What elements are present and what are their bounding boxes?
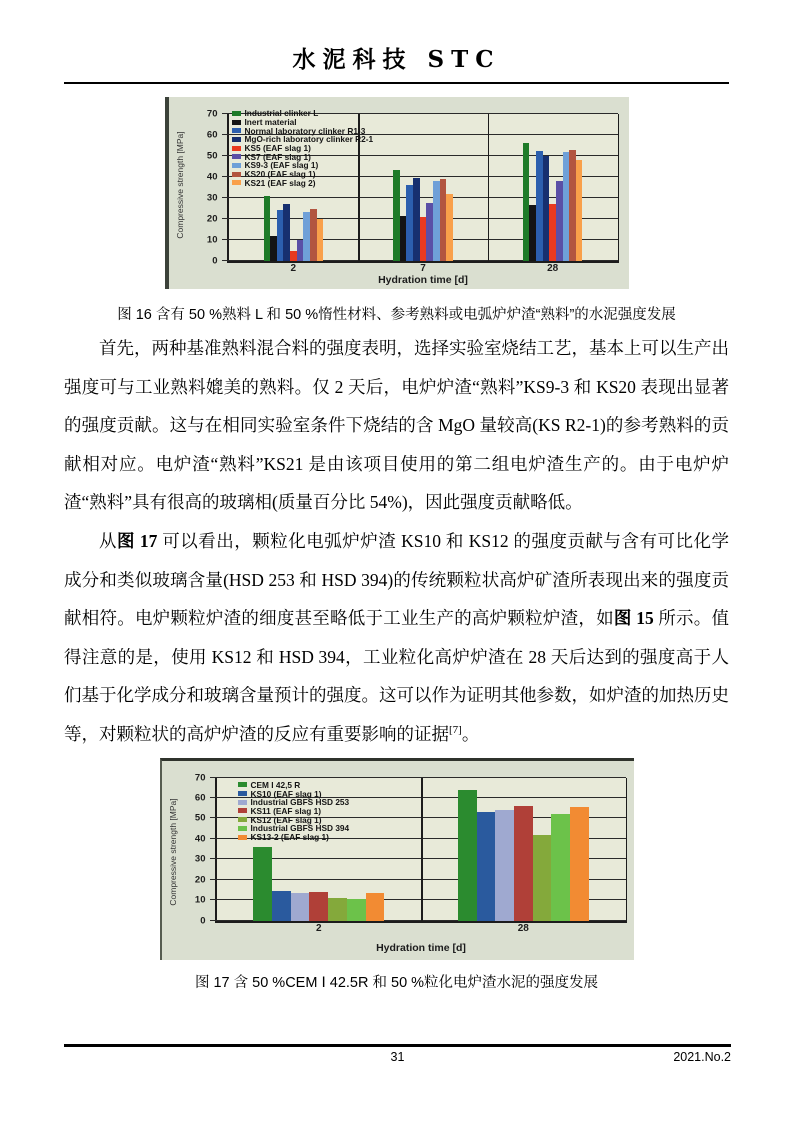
- body-text: [64, 329, 729, 754]
- y-tick-mark: [210, 838, 217, 839]
- y-tick-mark: [222, 260, 229, 261]
- footer-divider: [64, 1044, 731, 1047]
- legend-swatch: [232, 128, 241, 133]
- legend-swatch: [238, 800, 247, 805]
- legend-label: KS11 (EAF slag 1): [250, 805, 322, 816]
- y-tick-label: 10: [194, 894, 206, 906]
- bar: [366, 893, 385, 921]
- legend-label: Normal laboratory clinker R1-3: [244, 125, 366, 136]
- bar: [563, 152, 570, 261]
- x-tick-label: 2: [290, 263, 297, 274]
- legend-swatch: [238, 782, 247, 787]
- y-tick-label: 50: [194, 812, 206, 824]
- page-number: 31: [390, 1049, 405, 1064]
- text-run: 从: [99, 530, 117, 551]
- y-tick-mark: [222, 134, 229, 135]
- bar: [328, 898, 347, 920]
- y-tick-label: 30: [194, 853, 206, 865]
- bar: [303, 212, 310, 261]
- legend-item: [232, 179, 374, 188]
- bar: [576, 160, 583, 261]
- chart-legend: [232, 109, 374, 187]
- bar: [477, 812, 496, 920]
- y-tick-mark: [222, 113, 229, 114]
- legend-label: Inert material: [244, 117, 297, 128]
- legend-swatch: [232, 163, 241, 168]
- figure16-caption: 图 16 含有 50 %熟料 L 和 50 %惰性材料、参考熟料或电弧炉炉渣“熟料”的水泥强度发展: [117, 307, 676, 323]
- legend-label: KS13-2 (EAF slag 1): [250, 832, 329, 842]
- bar: [272, 891, 291, 921]
- legend-swatch: [232, 154, 241, 159]
- legend-label: MgO-rich laboratory clinker R2-1: [244, 134, 374, 145]
- bar: [569, 150, 576, 261]
- legend-swatch: [232, 137, 241, 142]
- bar: [551, 814, 570, 920]
- bar-group: [421, 778, 626, 921]
- y-tick-mark: [210, 879, 217, 880]
- y-tick-label: 50: [206, 150, 218, 162]
- bar: [440, 179, 447, 261]
- figure16-chart-image: [165, 97, 629, 289]
- bar: [309, 892, 328, 921]
- bar: [420, 217, 427, 261]
- bar: [433, 181, 440, 261]
- legend-label: KS10 (EAF slag 1): [250, 788, 322, 799]
- bar: [310, 209, 317, 262]
- bar: [283, 204, 290, 261]
- text-run: 所示。值得注意的是，使用 KS12 和 HSD 394，工业粒化高炉炉渣在 28 天后达到的强度高于人们基于化学成分和玻璃含量预计的强度。这可以作为证明其他参数，如炉渣的加热历史等，对颗粒状的高炉炉渣的反应有重要影响的证据: [64, 608, 730, 744]
- bar: [446, 194, 453, 261]
- y-tick-mark: [222, 197, 229, 198]
- legend-label: KS20 (EAF slag 1): [244, 169, 316, 180]
- y-tick-mark: [210, 777, 217, 778]
- y-tick-mark: [222, 155, 229, 156]
- legend-swatch: [238, 808, 247, 813]
- paragraph: [64, 329, 729, 522]
- legend-swatch: [232, 172, 241, 177]
- group-separator: [488, 114, 490, 261]
- legend-label: KS7 (EAF slag 1): [244, 151, 311, 162]
- chart-plot-area: [194, 772, 627, 954]
- bar: [458, 790, 477, 921]
- group-separator: [421, 778, 423, 921]
- y-axis-title: Compressive strength [MPa]: [167, 798, 178, 906]
- bar: [426, 203, 433, 261]
- legend-swatch: [232, 120, 241, 125]
- x-tick-label: 7: [420, 263, 426, 274]
- bar: [549, 204, 556, 261]
- y-tick-mark: [210, 920, 217, 921]
- bar: [264, 196, 271, 261]
- text-run: 首先，两种基准熟料混合料的强度表明，选择实验室烧结工艺，基本上可以生产出强度可与工业熟料媲美的熟料。仅 2 天后，电炉炉渣“熟料”KS9-3 和 KS20 表现出显著的强度贡献。这与在相同实验室条件下烧结的含 MgO 量较高(KS R2-1)的参考熟料的贡献相对应。电炉渣“熟料”KS21 是由该项目使用的第二组电炉渣生产的。由于电炉炉渣“熟料”具有很高的玻璃相(质量百分比 54%)，因此强度贡献略低。: [64, 338, 729, 513]
- bar: [317, 219, 324, 261]
- legend-swatch: [238, 835, 247, 840]
- y-tick-label: 30: [206, 192, 218, 204]
- text-run: 。: [461, 723, 480, 744]
- footnote-ref: [7]: [449, 724, 462, 737]
- y-tick-label: 60: [206, 129, 218, 141]
- text-run: 可以看出，颗粒化电弧炉炉渣 KS10 和 KS12 的强度贡献与含有可比化学成分和类似玻璃含量(HSD 253 和 HSD 394)的传统颗粒状高炉矿渣所表现出来的强度贡献相符。电炉颗粒炉渣的细度甚至略低于工业生产的高炉颗粒炉渣，如: [64, 530, 729, 629]
- bar: [393, 170, 400, 261]
- bar: [297, 240, 304, 261]
- y-tick-mark: [222, 218, 229, 219]
- x-tick-label: 28: [547, 263, 559, 274]
- y-tick-label: 0: [212, 255, 218, 267]
- bar: [347, 899, 366, 920]
- y-tick-mark: [210, 817, 217, 818]
- bar: [495, 810, 514, 920]
- y-tick-mark: [210, 797, 217, 798]
- legend-swatch: [232, 146, 241, 151]
- bar: [556, 181, 563, 261]
- y-tick-label: 20: [206, 213, 218, 225]
- bar: [543, 156, 550, 261]
- chart-legend: [238, 781, 350, 842]
- issue-number: 2021.No.2: [673, 1049, 731, 1064]
- figure-17: [64, 758, 729, 992]
- bar-group: [358, 114, 488, 261]
- text-run: 图 17: [117, 530, 158, 551]
- bar: [290, 251, 297, 262]
- y-tick-mark: [210, 858, 217, 859]
- y-tick-label: 70: [194, 772, 206, 784]
- y-tick-label: 60: [194, 792, 206, 804]
- x-axis-title: Hydration time [d]: [378, 274, 468, 286]
- y-tick-label: 10: [206, 234, 218, 246]
- figure17-chart-image: [160, 758, 634, 960]
- y-tick-label: 20: [194, 874, 206, 886]
- bar: [413, 178, 420, 261]
- page-footer: [64, 1044, 731, 1068]
- x-tick-label: 2: [315, 922, 322, 934]
- figure-16: [64, 97, 729, 324]
- legend-item: [238, 833, 350, 842]
- legend-label: KS12 (EAF slag 1): [250, 814, 322, 825]
- y-axis-title: Compressive strength [MPa]: [174, 131, 185, 239]
- y-tick-label: 0: [200, 915, 206, 927]
- y-tick-label: 70: [206, 108, 218, 120]
- legend-label: Industrial GBFS HSD 253: [250, 797, 350, 808]
- bar: [533, 835, 552, 921]
- bar: [514, 806, 533, 920]
- y-tick-label: 40: [194, 833, 206, 845]
- legend-swatch: [238, 826, 247, 831]
- legend-label: Industrial GBFS HSD 394: [250, 823, 350, 834]
- legend-label: KS5 (EAF slag 1): [244, 143, 311, 154]
- bar: [277, 210, 284, 261]
- x-tick-label: 28: [517, 922, 529, 934]
- footer-row: [64, 1050, 731, 1068]
- bar-group: [488, 114, 618, 261]
- header-divider: [64, 82, 729, 84]
- page-header-title: 水泥科技 STC: [292, 46, 501, 73]
- bar: [270, 236, 277, 261]
- bar: [253, 847, 272, 921]
- bar: [523, 143, 530, 261]
- x-axis-title: Hydration time [d]: [376, 941, 466, 954]
- legend-swatch: [232, 111, 241, 116]
- bar: [406, 185, 413, 261]
- bar: [536, 151, 543, 261]
- text-run: 图 15: [613, 608, 654, 629]
- y-tick-mark: [222, 176, 229, 177]
- chart-plot-area: [206, 108, 619, 286]
- legend-label: Industrial clinker L: [244, 108, 319, 119]
- legend-swatch: [238, 817, 247, 822]
- legend-swatch: [238, 791, 247, 796]
- paragraph: [64, 522, 729, 754]
- legend-label: KS21 (EAF slag 2): [244, 177, 316, 188]
- legend-label: KS9-3 (EAF slag 1): [244, 160, 319, 171]
- legend-swatch: [232, 180, 241, 185]
- figure17-caption: 图 17 含 50 %CEM Ⅰ 42.5R 和 50 %粒化电炉渣水泥的强度发展: [194, 974, 599, 991]
- legend-label: CEM I 42,5 R: [250, 779, 301, 790]
- bar: [529, 205, 536, 261]
- bar: [400, 216, 407, 261]
- y-tick-mark: [222, 239, 229, 240]
- y-tick-label: 40: [206, 171, 218, 183]
- bar: [291, 893, 310, 921]
- y-tick-mark: [210, 899, 217, 900]
- bar: [570, 807, 589, 920]
